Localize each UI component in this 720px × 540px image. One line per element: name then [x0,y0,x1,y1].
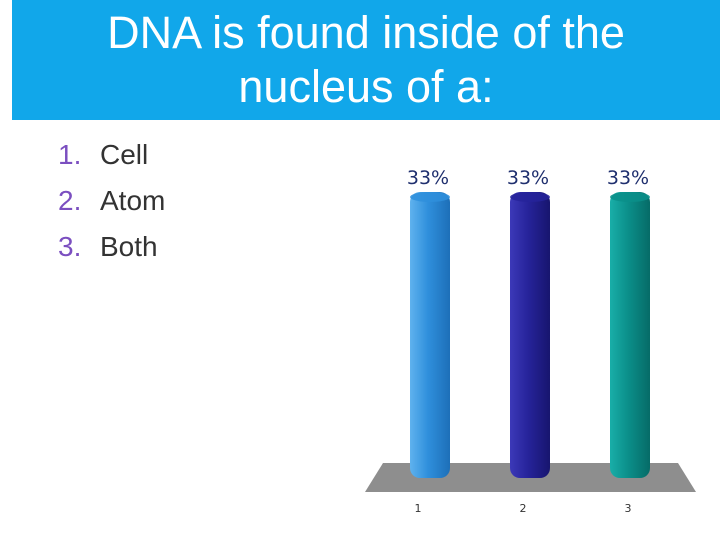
value-label: 33% [506,167,550,189]
bar-body [510,192,550,478]
slide-title: DNA is found inside of the nucleus of a: [107,7,625,112]
bar-2 [510,192,550,478]
value-label: 33% [606,167,650,189]
bar-1 [410,192,450,478]
answer-number: 3. [58,231,82,262]
value-label: 33% [406,167,450,189]
answer-label: Cell [100,139,149,170]
bar-body [410,192,450,478]
category-label: 2 [519,502,527,515]
category-label: 3 [624,502,632,515]
bar-cap [410,192,450,202]
bar-3 [610,192,650,478]
answer-number: 1. [58,139,82,170]
answer-label: Both [100,231,158,262]
category-label: 1 [414,502,422,515]
answer-number: 2. [58,185,82,216]
bar-cap [510,192,550,202]
bar-cap [610,192,650,202]
bar-body [610,192,650,478]
answer-label: Atom [100,185,166,216]
